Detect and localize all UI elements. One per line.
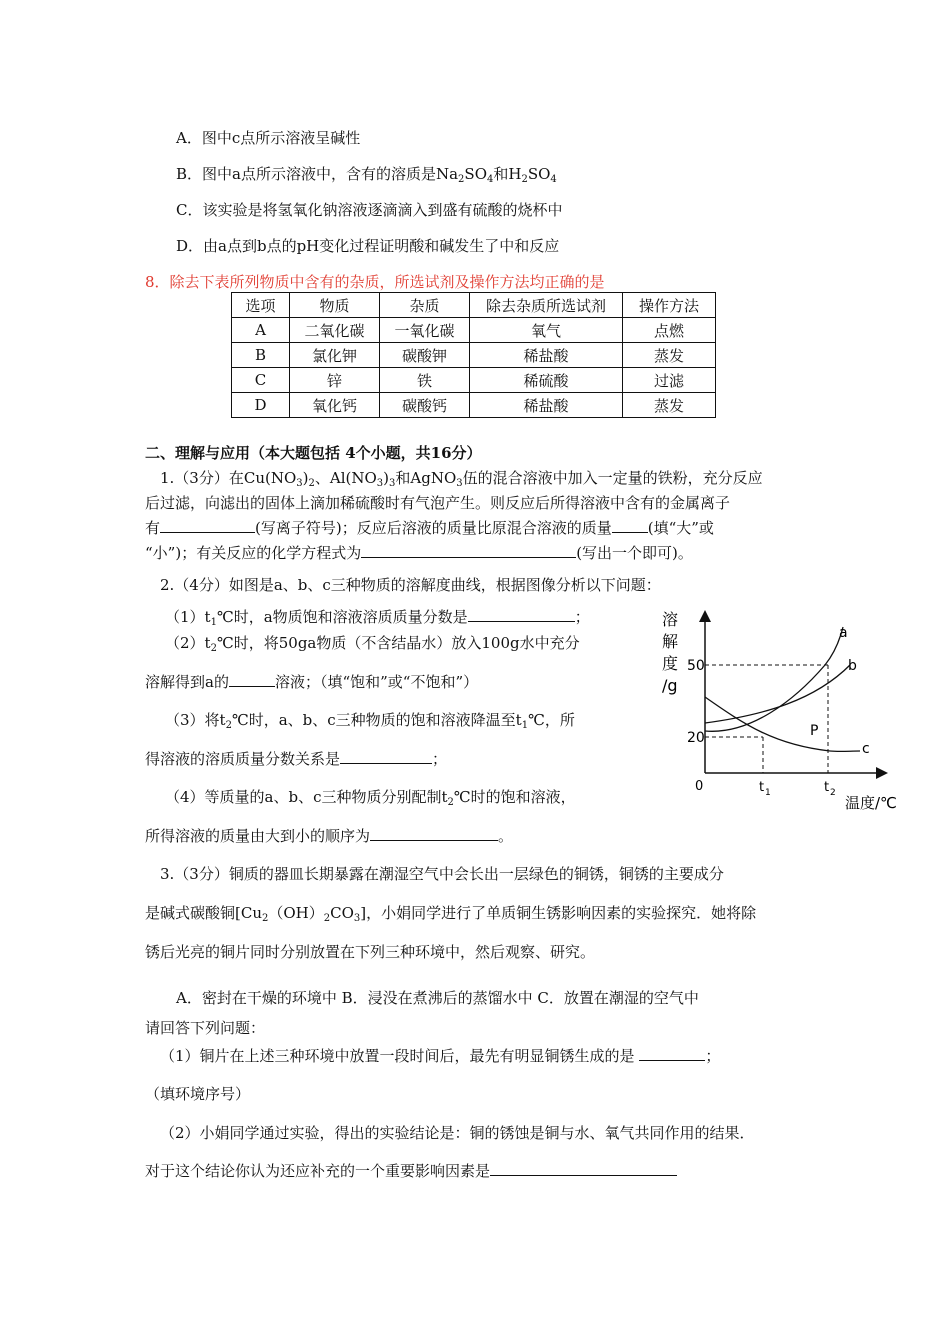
table-cell: C [232,368,290,393]
table-cell: 点燃 [623,318,716,343]
p3-sub1-note: （填环境序号） [145,1085,251,1103]
table-cell: 碳酸钙 [380,393,470,418]
p1-line3: 有 (写离子符号)；反应后溶液的质量比原混合溶液的质量 (填“大”或 [145,519,714,537]
table-cell: 氧化钙 [290,393,380,418]
q7-option-b: B．图中a点所示溶液中，含有的溶质是$Na_2SO_4$和$H_2SO_4$ [176,165,557,185]
p2-q3: （3）将$t_2℃$时，a、b、c三种物质的饱和溶液降温至$t_1℃$，所 [165,711,575,731]
p2-q2-line2: 溶解得到a的 溶液；（填“饱和”或“不饱和”） [145,673,479,691]
p3-sub1: （1）铜片在上述三种环境中放置一段时间后，最先有明显铜锈生成的是 ； [160,1047,721,1065]
table-row [232,318,716,343]
point-p-label: P [810,723,819,739]
table-header: 物质 [290,293,380,318]
answer-blank[interactable] [340,748,432,764]
answer-blank[interactable] [612,517,648,533]
table-row [232,368,716,393]
answer-blank[interactable] [160,517,255,533]
table-header: 除去杂质所选试剂 [470,293,623,318]
curve-a [705,627,843,731]
table-cell: 稀盐酸 [470,343,623,368]
table-cell: D [232,393,290,418]
table-cell: 铁 [380,368,470,393]
x-label: 温度/℃ [845,794,897,812]
tick-t2-sub: 2 [830,788,836,798]
tick-20: 20 [687,730,705,746]
p3-line2: 是碱式碳酸铜$[Cu_2(OH)_2CO_3]$，小娟同学进行了单质铜生锈影响因素的实验探究．她将除 [145,904,757,924]
tick-50: 50 [687,658,705,674]
p2-q1: $(1)t_1℃$时，a物质饱和溶液溶质质量分数是 ； [165,608,590,628]
y-label-char: 度 [662,654,679,673]
answer-blank[interactable] [370,825,498,841]
p2-intro: 2.（4分）如图是a、b、c三种物质的溶解度曲线，根据图像分析以下问题： [160,576,661,594]
table-cell: 氧气 [470,318,623,343]
table-header: 操作方法 [623,293,716,318]
section-title: 二、理解与应用（本大题包括 4个小题，共16分） [145,444,482,462]
curve-a-label: a [839,625,848,641]
origin-label: 0 [695,779,704,794]
answer-blank[interactable] [229,671,275,687]
p2-q3-line2: 得溶液的溶质质量分数关系是 ； [145,750,448,768]
answer-blank[interactable] [361,542,576,558]
y-label-char: /g [662,676,678,695]
table-header-row [232,293,716,318]
p3-line1: 3.（3分）铜质的器皿长期暴露在潮湿空气中会长出一层绿色的铜锈，铜锈的主要成分 [160,865,724,883]
p1-line2: 后过滤，向滤出的固体上滴加稀硫酸时有气泡产生。则反应后所得溶液中含有的金属离子 [145,494,731,512]
table-cell: 锌 [290,368,380,393]
p3-sub3: 对于这个结论你认为还应补充的一个重要影响因素是 [145,1160,677,1181]
tick-t2: t [824,780,830,795]
table-cell: 一氧化碳 [380,318,470,343]
curve-c-label: c [862,741,870,757]
answer-blank[interactable] [468,606,575,622]
answer-blank[interactable] [639,1045,705,1061]
table-header: 选项 [232,293,290,318]
p2-q4: （4）等质量的a、b、c三种物质分别配制$t_2℃$时的饱和溶液， [165,788,576,808]
y-label-char: 解 [662,632,679,651]
tick-t1-sub: 1 [765,788,771,798]
q8-title: 8．除去下表所列物质中含有的杂质，所选试剂及操作方法均正确的是 [145,273,605,291]
table-cell: 过滤 [623,368,716,393]
p3-ask: 请回答下列问题： [145,1019,266,1037]
table-cell: 氯化钾 [290,343,380,368]
table-cell: B [232,343,290,368]
table-cell: 稀盐酸 [470,393,623,418]
y-label-char: 溶 [662,610,679,629]
q8-table [231,292,716,418]
table-cell: 蒸发 [623,343,716,368]
table-row [232,343,716,368]
p3-line3: 锈后光亮的铜片同时分别放置在下列三种环境中，然后观察、研究。 [145,943,596,961]
q7-option-a: A．图中c点所示溶液呈碱性 [176,129,361,147]
p1-line4: “小”)；有关反应的化学方程式为 (写出一个即可)。 [145,544,693,562]
answer-blank[interactable] [490,1160,677,1176]
p2-q2: $(2)t_2℃$时，将50ga物质（不含结晶水）放入100g水中充分 [165,634,580,654]
table-cell: A [232,318,290,343]
table-cell: 碳酸钾 [380,343,470,368]
p3-sub2: （2）小娟同学通过实验，得出的实验结论是：铜的锈蚀是铜与水、氧气共同作用的结果． [160,1124,755,1142]
q7-option-d: D．由a点到b点的pH变化过程证明酸和碱发生了中和反应 [176,237,560,255]
p3-environments: A．密封在干燥的环境中 B．浸没在煮沸后的蒸馏水中 C．放置在潮湿的空气中 [176,989,699,1007]
q7-option-c: C．该实验是将氢氧化钠溶液逐滴滴入到盛有硫酸的烧杯中 [176,201,563,219]
table-cell: 蒸发 [623,393,716,418]
tick-t1: t [759,780,765,795]
solubility-graph [655,605,905,820]
table-header: 杂质 [380,293,470,318]
curve-b-label: b [848,658,857,674]
p2-q4-line2: 所得溶液的质量由大到小的顺序为 。 [145,827,514,845]
table-cell: 稀硫酸 [470,368,623,393]
table-cell: 二氧化碳 [290,318,380,343]
p1-line1: 1.（3分）在$Cu(NO_3)_2$、$Al(NO_3)_3$和AgNO$_3$伍的混合溶液中加入一定量的铁粉，充分反应 [160,469,763,489]
table-row [232,393,716,418]
